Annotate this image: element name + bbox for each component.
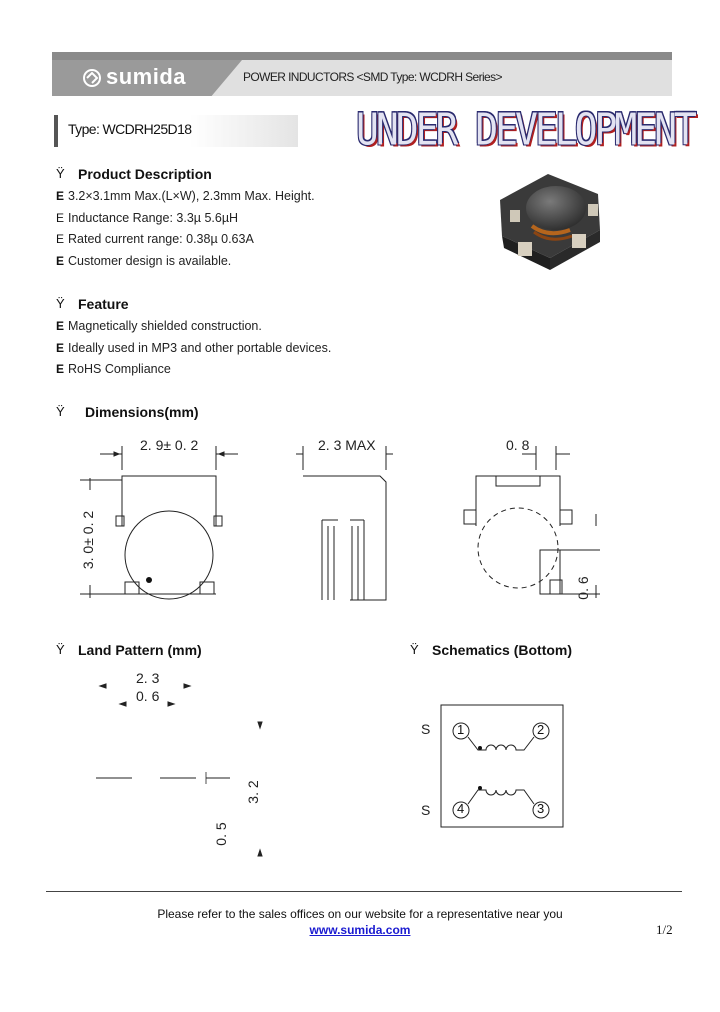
start-mark-bottom: S: [421, 802, 431, 818]
pin-2-label: 2: [537, 722, 545, 737]
list-marker: E: [56, 341, 65, 355]
pin-1-label: 1: [457, 722, 465, 737]
land-pattern-heading: Land Pattern (mm): [78, 642, 202, 658]
list-marker: E: [56, 232, 65, 246]
list-item: Inductance Range: 3.3µ 5.6µH: [68, 211, 239, 225]
section-bullet-icon: Ÿ: [56, 404, 65, 419]
land-length-label: 3. 2: [245, 780, 261, 804]
under-development-banner: UNDER DEVELOPMENT: [356, 104, 694, 155]
list-item: RoHS Compliance: [68, 362, 171, 376]
section-bullet-icon: Ÿ: [56, 642, 65, 657]
section-bullet-icon: Ÿ: [56, 296, 65, 311]
section-bullet-icon: Ÿ: [410, 642, 419, 657]
start-mark-top: S: [421, 721, 431, 737]
list-marker: E: [56, 254, 65, 268]
feature-heading: Feature: [78, 296, 129, 312]
list-marker: E: [56, 319, 65, 333]
list-item: 3.2×3.1mm Max.(L×W), 2.3mm Max. Height.: [68, 189, 315, 203]
land-pad-label: 0. 5: [213, 822, 229, 846]
list-item: Ideally used in MP3 and other portable devices.: [68, 341, 332, 355]
header-bar: [52, 52, 672, 60]
footer-rule: [46, 891, 682, 892]
list-item: Magnetically shielded construction.: [68, 319, 262, 333]
list-marker: E: [56, 211, 65, 225]
dimension-terminal-height-label: 0. 6: [575, 576, 591, 600]
dimension-width-label: 2. 9± 0. 2: [140, 437, 199, 453]
land-span-label: 2. 3: [136, 670, 160, 686]
dimensions-heading: Dimensions(mm): [85, 404, 199, 420]
sumida-logo-icon: [82, 68, 102, 88]
header-title: POWER INDUCTORS <SMD Type: WCDRH Series>: [243, 70, 502, 84]
land-pattern-drawing: [90, 680, 280, 860]
type-label: Type: WCDRH25D18: [68, 121, 192, 137]
dimensions-drawing: [70, 430, 630, 610]
dimension-height-label: 2. 3 MAX: [318, 437, 376, 453]
dimension-terminal-label: 0. 8: [506, 437, 530, 453]
page-number: 1/2: [656, 922, 673, 937]
dimension-length-label: 3. 0± 0. 2: [80, 510, 96, 570]
footer-website-link[interactable]: www.sumida.com: [309, 923, 411, 937]
pin-4-label: 4: [457, 801, 465, 816]
pin-3-label: 3: [537, 801, 545, 816]
product-description-heading: Product Description: [78, 166, 212, 182]
list-item: Customer design is available.: [68, 254, 232, 268]
footer-note: Please refer to the sales offices on our website for a representative near you: [157, 907, 563, 921]
list-marker: E: [56, 362, 65, 376]
land-gap-label: 0. 6: [136, 688, 160, 704]
product-photo: [488, 160, 610, 280]
logo-text: sumida: [106, 64, 187, 89]
list-item: Rated current range: 0.38µ 0.63A: [68, 232, 254, 246]
schematics-heading: Schematics (Bottom): [432, 642, 573, 658]
section-bullet-icon: Ÿ: [56, 166, 65, 181]
list-marker: E: [56, 189, 65, 203]
